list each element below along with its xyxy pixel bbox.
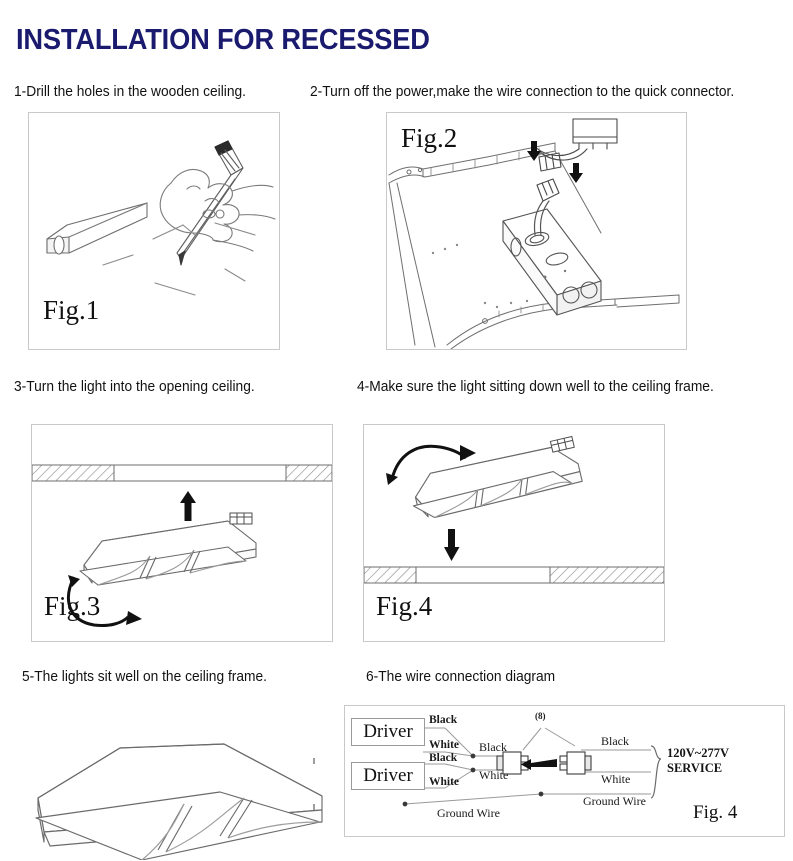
figure-2-label: Fig.2 [401, 123, 458, 153]
driver-box-2: Driver [351, 762, 425, 790]
driver-box-1: Driver [351, 718, 425, 746]
rotate-arrow-head [460, 445, 476, 461]
driver2-white-label: White [429, 776, 460, 788]
service-voltage-line1: 120V~277V [667, 746, 730, 760]
driver2-black-label: Black [429, 752, 458, 764]
figure-1-label: Fig.1 [43, 295, 100, 325]
service-voltage-line2: SERVICE [667, 761, 723, 775]
wiring-diagram-box [344, 705, 785, 837]
arrow-down-icon [444, 529, 460, 561]
rotate-arrow-head [126, 611, 142, 625]
ground-wire-right-label: Ground Wire [583, 794, 646, 808]
step-6-caption: 6-The wire connection diagram [366, 669, 556, 685]
connector-callout-label: (8) [535, 711, 546, 721]
step-5-figure [8, 700, 338, 860]
mid-black-label: Black [479, 740, 507, 754]
arrow-up-icon [180, 491, 196, 521]
ground-wire-left-label: Ground Wire [437, 806, 500, 820]
installed-troffer-drawing [8, 700, 338, 860]
ceiling-band [364, 567, 664, 583]
step-4-caption: 4-Make sure the light sitting down well to the ceiling frame. [357, 379, 714, 395]
mid-white-label: White [479, 768, 509, 782]
figure-1-box [28, 112, 280, 350]
wiring-figure-label: Fig. 4 [693, 802, 738, 823]
step-5-caption: 5-The lights sit well on the ceiling frame. [22, 669, 268, 685]
step-1-caption: 1-Drill the holes in the wooden ceiling. [14, 84, 247, 100]
supply-black-label: Black [601, 734, 629, 748]
page-title: INSTALLATION FOR RECESSED [16, 24, 430, 56]
supply-white-label: White [601, 772, 631, 786]
service-voltage-label [667, 746, 729, 776]
ceiling-band [32, 465, 332, 481]
figure-2-box [386, 112, 687, 350]
step-3-caption: 3-Turn the light into the opening ceiling. [14, 379, 255, 395]
figure-3-label: Fig.3 [44, 591, 101, 621]
driver1-white-label: White [429, 739, 460, 751]
figure-4-box [363, 424, 665, 642]
step-2-caption: 2-Turn off the power,make the wire connection to the quick connector. [310, 84, 735, 100]
figure-3-box [31, 424, 333, 642]
figure-4-label: Fig.4 [376, 591, 433, 621]
driver1-black-label: Black [429, 714, 458, 726]
